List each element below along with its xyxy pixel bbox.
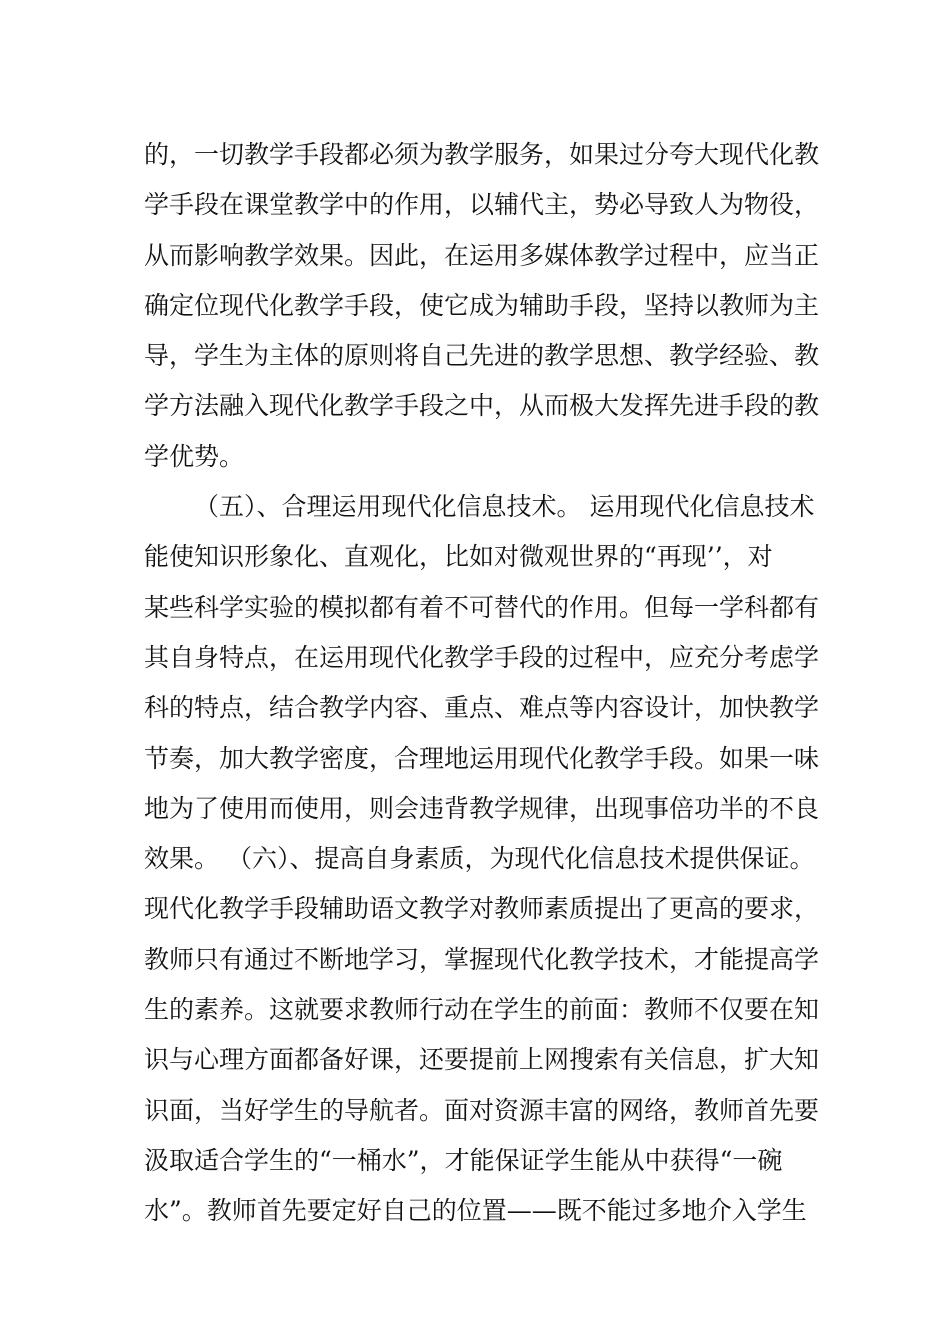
text-line: 确定位现代化教学手段，使它成为辅助手段，坚持以教师为主: [144, 290, 820, 320]
section-heading-line: （五）、合理运用现代化信息技术。 运用现代化信息技术: [194, 492, 815, 522]
text-line: 学优势。: [144, 441, 245, 471]
body-text: [144, 130, 820, 1237]
text-line: 学方法融入现代化教学手段之中，从而极大发挥先进手段的教: [144, 391, 820, 421]
text-line: 效果。 （六）、提高自身素质，为现代化信息技术提供保证。: [144, 844, 815, 874]
text-line: 学手段在课堂教学中的作用，以辅代主，势必导致人为物役，: [144, 190, 820, 220]
text-line: 地为了使用而使用，则会违背教学规律，出现事倍功半的不良: [144, 793, 820, 823]
text-line: 其自身特点，在运用现代化教学手段的过程中，应充分考虑学: [144, 642, 820, 672]
text-line: 汲取适合学生的“一桶水”，才能保证学生能从中获得“一碗: [144, 1145, 783, 1175]
text-line: 从而影响教学效果。因此，在运用多媒体教学过程中，应当正: [144, 240, 820, 270]
text-line: 某些科学实验的模拟都有着不可替代的作用。但每一学科都有: [144, 592, 820, 622]
text-line: 的，一切教学手段都必须为教学服务，如果过分夸大现代化教: [144, 140, 820, 169]
text-line: 能使知识形象化、直观化，比如对微观世界的“再现’’，对: [144, 542, 773, 572]
text-line: 识与心理方面都备好课，还要提前上网搜索有关信息，扩大知: [144, 1045, 820, 1075]
text-line: 节奏，加大教学密度，合理地运用现代化教学手段。如果一味: [144, 743, 820, 773]
text-line: 水”。教师首先要定好自己的位置——既不能过多地介入学生: [144, 1196, 807, 1226]
text-line: 导，学生为主体的原则将自己先进的教学思想、教学经验、教: [144, 341, 820, 371]
text-line: 识面，当好学生的导航者。面对资源丰富的网络，教师首先要: [144, 1095, 820, 1125]
text-line: 现代化教学手段辅助语文教学对教师素质提出了更高的要求，: [144, 894, 820, 924]
text-line: 科的特点，结合教学内容、重点、难点等内容设计，加快教学: [144, 693, 820, 723]
text-line: 教师只有通过不断地学习，掌握现代化教学技术，才能提高学: [144, 944, 820, 974]
text-line: 生的素养。这就要求教师行动在学生的前面：教师不仅要在知: [144, 995, 820, 1025]
